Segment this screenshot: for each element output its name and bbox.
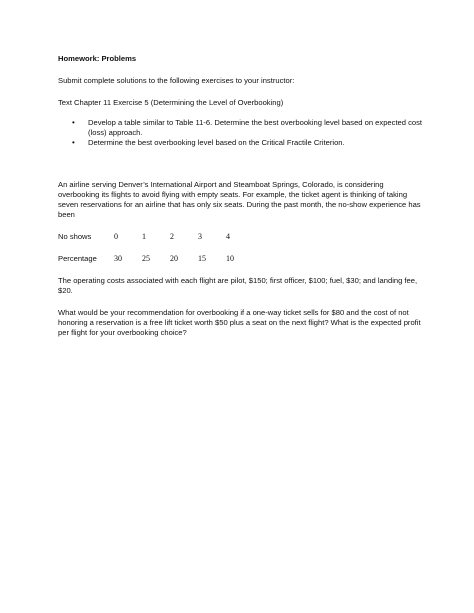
document-title: Homework: Problems [58, 54, 137, 63]
percentage-cell: 15 [198, 254, 206, 263]
intro-text: Submit complete solutions to the following exercises to your instructor: [58, 76, 295, 85]
task-item: • Determine the best overbooking level based on the Critical Fractile Criterion. [88, 138, 423, 148]
percentage-cell: 10 [226, 254, 234, 263]
question-text: What would be your recommendation for overbooking if a one-way ticket sells for $80 and the cost of not honoring a reservation is a free lift ticket worth $50 plus a seat on the next flight? What is the expected profit per flight for your overbooking choice? [58, 308, 421, 337]
no-shows-row [58, 232, 423, 242]
no-shows-cell: 4 [226, 232, 230, 241]
costs-text: The operating costs associated with each flight are pilot, $150; first officer, $100; fuel, $30; and landing fee, $20. [58, 276, 418, 295]
percentage-cell: 25 [142, 254, 150, 263]
no-shows-cell: 2 [170, 232, 174, 241]
exercise-reference: Text Chapter 11 Exercise 5 (Determining the Level of Overbooking) [58, 98, 284, 107]
percentage-cell: 30 [114, 254, 122, 263]
percentage-cell: 20 [170, 254, 178, 263]
percentage-row [58, 254, 423, 264]
percentage-label: Percentage [58, 254, 97, 263]
no-shows-cell: 1 [142, 232, 146, 241]
no-shows-cell: 0 [114, 232, 118, 241]
task-list [58, 118, 423, 148]
scenario-text: An airline serving Denver’s International Airport and Steamboat Springs, Colorado, is considering overbooking its flights to avoid flying with empty seats. For example, the ticket agent is thinking of taking seven reservations for an airline that has only six seats. During the past month, the no-show experience has been [58, 180, 421, 219]
no-shows-label: No shows [58, 232, 92, 241]
document-body [58, 54, 423, 350]
no-shows-cell: 3 [198, 232, 202, 241]
task-item: • Develop a table similar to Table 11-6. Determine the best overbooking level based on expected cost (loss) approach. [88, 118, 423, 138]
